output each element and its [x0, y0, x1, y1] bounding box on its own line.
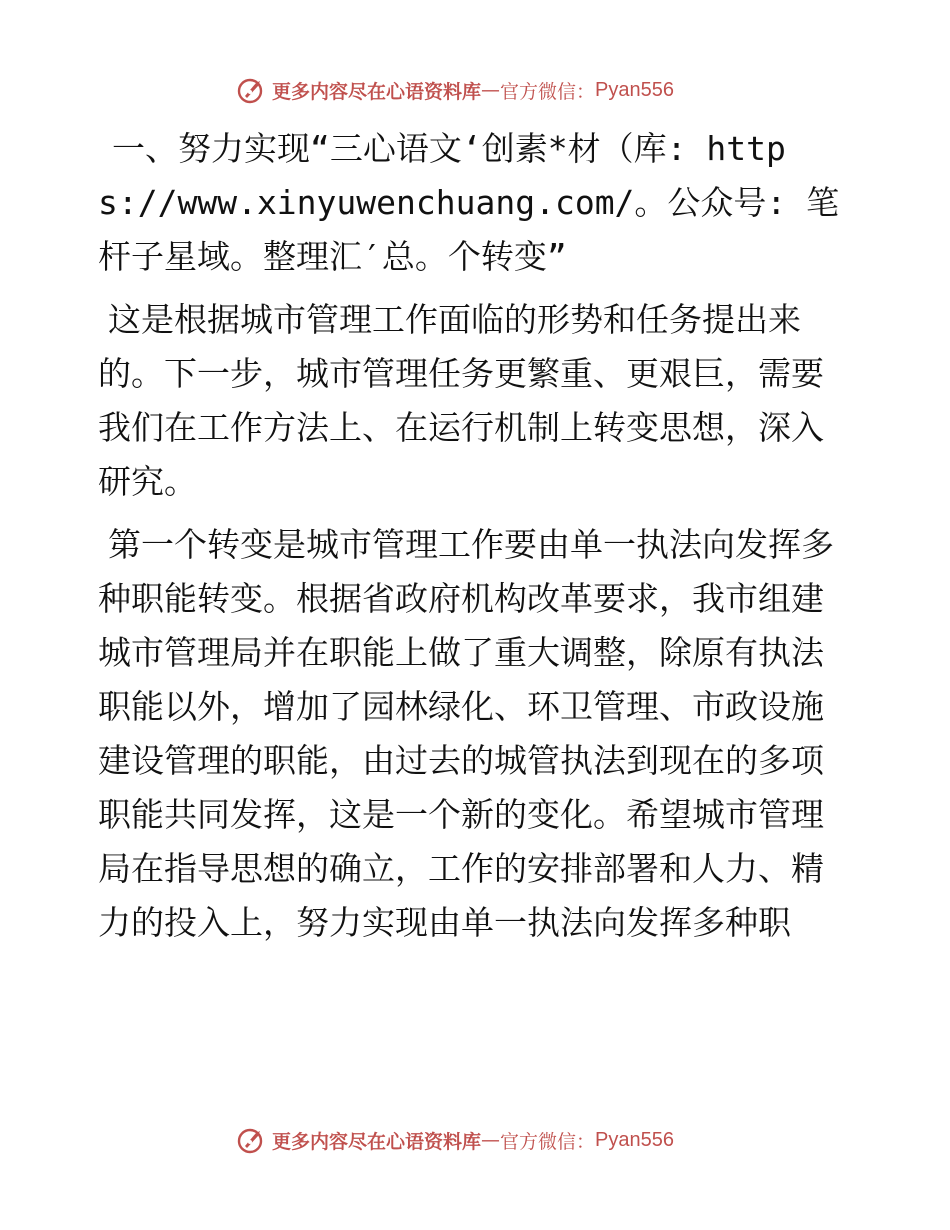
document-body — [98, 122, 850, 959]
brand-wechat-label: 官方微信： — [500, 1130, 596, 1153]
pen-nib-circle-icon — [236, 1125, 266, 1155]
brand-title: 更多内容尽在心语资料库 — [272, 80, 482, 103]
pen-nib-circle-icon — [236, 75, 266, 105]
brand-title: 更多内容尽在心语资料库 — [272, 1130, 482, 1153]
section-heading: 一、努力实现“三心语文‘创素*材（库: https://www.xinyuwenchuang.com/。公众号: 笔杆子星域。整理汇′总。个转变” — [98, 129, 840, 276]
header-watermark — [236, 72, 674, 108]
footer-watermark — [236, 1122, 674, 1158]
paragraph: 这是根据城市管理工作面临的形势和任务提出来的。下一步，城市管理任务更繁重、更艰巨，需要我们在工作方法上、在运行机制上转变思想，深入研究。 — [98, 300, 824, 501]
brand-wechat-id: Pyan556 — [595, 78, 674, 101]
brand-separator: — — [481, 79, 501, 101]
brand-wechat-id: Pyan556 — [595, 1128, 674, 1151]
brand-separator: — — [481, 1129, 501, 1151]
paragraph: 第一个转变是城市管理工作要由单一执法向发挥多种职能转变。根据省政府机构改革要求，我市组建城市管理局并在职能上做了重大调整，除原有执法职能以外，增加了园林绿化、环卫管理、市政设施建设管理的职能，由过去的城管执法到现在的多项职能共同发挥，这是一个新的变化。希望城市管理局在指导思想的确立，工作的安排部署和人力、精力的投入上，努力实现由单一执法向发挥多种职 — [98, 525, 834, 942]
brand-wechat-label: 官方微信： — [500, 80, 596, 103]
